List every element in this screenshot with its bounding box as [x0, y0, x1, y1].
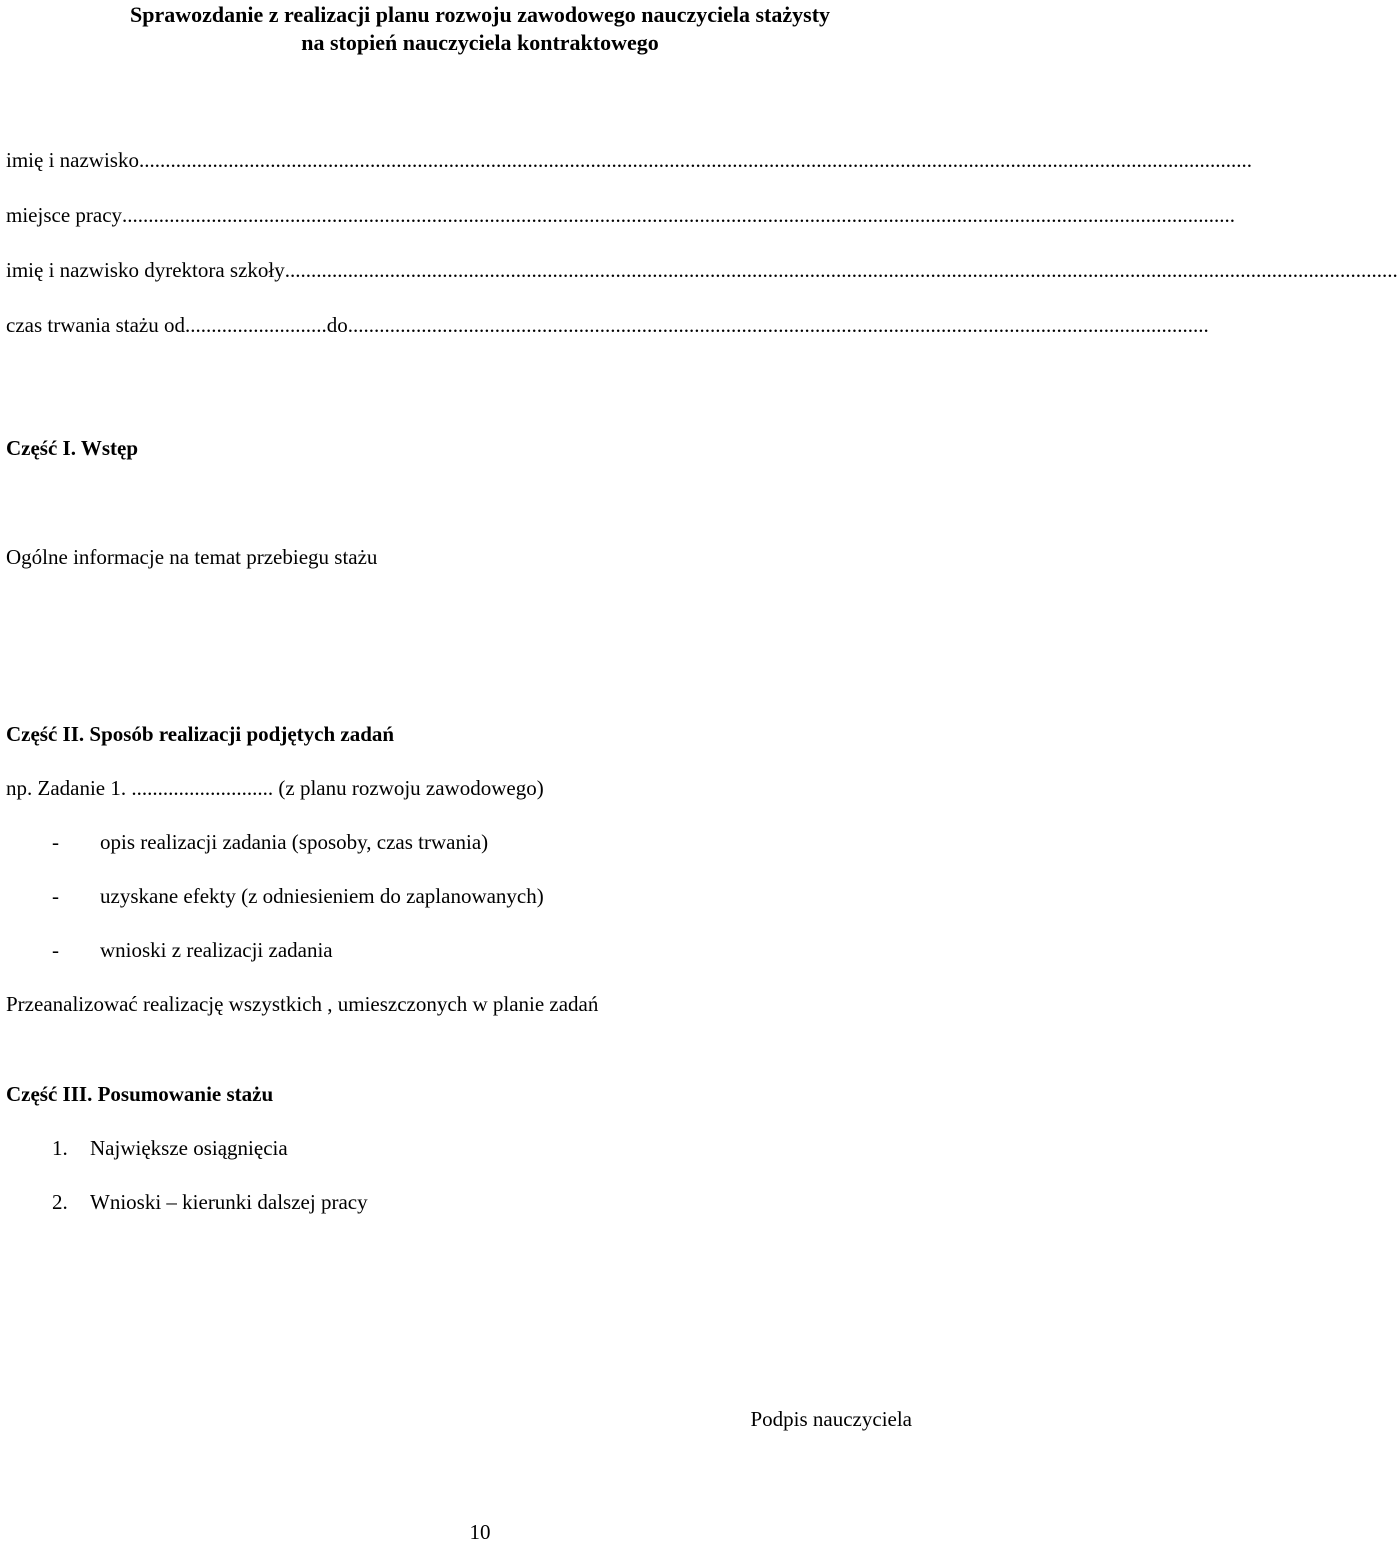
field-teacher-name-label: imię i nazwisko — [6, 148, 139, 172]
teacher-signature-label: Podpis nauczyciela — [750, 1407, 912, 1431]
field-teacher-name — [6, 146, 1252, 174]
field-internship-duration — [6, 311, 1209, 339]
part-2-summary: Przeanalizować realizację wszystkich , umieszczonych w planie zadań — [6, 992, 599, 1016]
bullet-dash: - — [52, 884, 59, 908]
field-duration-from-label: czas trwania stażu od — [6, 313, 186, 337]
field-teacher-name-dots: .................................................................................................................................................................................................................... — [138, 148, 1252, 172]
part-2-heading: Część II. Sposób realizacji podjętych zadań — [6, 722, 395, 746]
field-duration-to-dots: .................................................................................................................................................................... — [347, 313, 1209, 337]
document-title-line-2: na stopień nauczyciela kontraktowego — [301, 30, 659, 55]
list-item-number: 2. — [52, 1190, 68, 1214]
list-item-number: 1. — [52, 1136, 68, 1160]
document-title-line-1: Sprawozdanie z realizacji planu rozwoju zawodowego nauczyciela stażysty — [129, 2, 831, 27]
part-1-text: Ogólne informacje na temat przebiegu stażu — [6, 545, 378, 569]
bullet-item: uzyskane efekty (z odniesieniem do zaplanowanych) — [100, 884, 544, 908]
field-duration-to-label: do — [326, 313, 348, 337]
list-item-text: Największe osiągnięcia — [90, 1136, 288, 1160]
field-director-name-dots: .................................................................................................................................................................................................................... — [284, 258, 1398, 282]
part-1-heading: Część I. Wstęp — [6, 436, 139, 460]
list-item-text: Wnioski – kierunki dalszej pracy — [90, 1190, 368, 1214]
part-3-heading: Część III. Posumowanie stażu — [6, 1082, 274, 1106]
field-workplace-label: miejsce pracy — [6, 203, 123, 227]
field-director-name — [6, 256, 1398, 284]
task-line: np. Zadanie 1. ........................... (z planu rozwoju zawodowego) — [6, 776, 544, 800]
field-director-name-label: imię i nazwisko dyrektora szkoły — [6, 258, 285, 282]
bullet-dash: - — [52, 938, 59, 962]
page-number: 10 — [469, 1520, 491, 1544]
bullet-item: opis realizacji zadania (sposoby, czas trwania) — [100, 830, 489, 854]
field-workplace — [6, 201, 1236, 229]
bullet-item: wnioski z realizacji zadania — [100, 938, 333, 962]
field-duration-from-dots: ........................... — [185, 313, 327, 337]
bullet-dash: - — [52, 830, 59, 854]
field-workplace-dots: .................................................................................................................................................................................................................... — [122, 203, 1236, 227]
